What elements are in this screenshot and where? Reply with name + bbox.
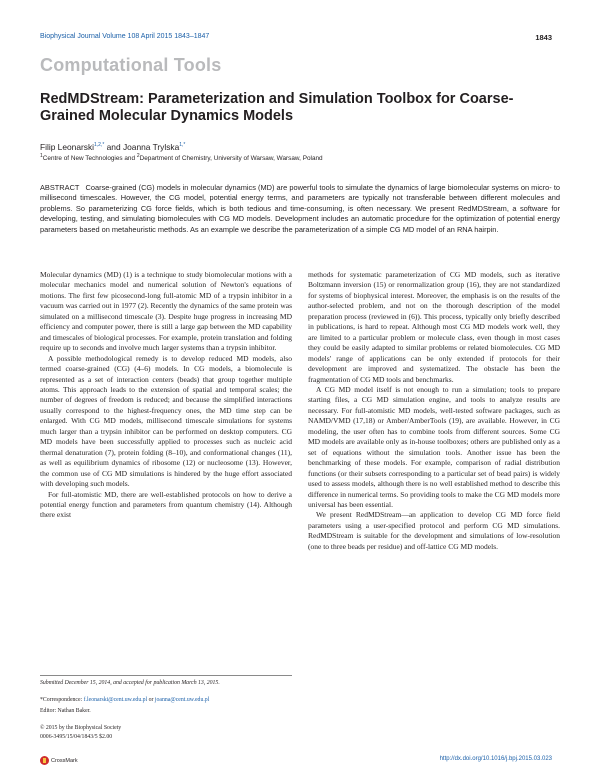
affiliation-mark: 2 — [136, 152, 140, 159]
paragraph: For full-atomistic MD, there are well-established protocols on how to derive a potential energy function and parameters from quantum chemistry (14). Although there exist — [40, 489, 292, 520]
paragraph: Molecular dynamics (MD) (1) is a technique to study biomolecular motions with a molecular mechanics model and numerical solution of Newton's equations of motions. The first few picosecond-long full-atomic MD of a trypsin inhibitor in a vacuum was carried out in 1977 (2). Recently the dynamics of the same protein was simulated on a millisecond timescale (3). Despite huge progress in increasing MD efficiency and computer power, there is still a large gap between the MD capability and timescales of biological processes. For example, protein translation and folding require up to seconds and involve much larger systems than a trypsin inhibitor. — [40, 270, 292, 353]
page-number: 1843 — [535, 33, 552, 42]
author-list — [40, 142, 185, 152]
paragraph: We present RedMDStream—an application to develop CG MD force field parameters using a user-specified protocol and perform CG MD simulations. RedMDStream is suitable for the development and simulations of low-resolution (one to three beads per residue) and off-lattice CG MD models. — [308, 510, 560, 551]
affiliation-mark: 1 — [40, 152, 43, 159]
article-title: RedMDStream: Parameterization and Simulation Toolbox for Coarse-Grained Molecular Dynamics Models — [40, 91, 514, 124]
email-link[interactable]: joanna@cent.uw.edu.pl — [154, 697, 210, 703]
paragraph: methods for systematic parameterization of CG MD models, such as iterative Boltzmann inversion (15) or renormalization group (16), they are not standardized for systems of biophysical interest. Moreover, the emphasis is on the results of the author-selected problem, and not on the thorough description of the model preparation process (reviewed in (6)). This process, typically only briefly described in publications, is hard to repeat. Although most CG MD models work well, they are limited to a particular problem or molecule class, even though in most cases they could be easily adapted to similar problems or related biomolecules. CG MD models' range of applications can be only extended if protocols for their development are improved and systematized. The obstacle has been the fragmentation of CG MD tools and benchmarks. — [308, 270, 560, 384]
section-label: Computational Tools — [40, 55, 222, 75]
body-column-right — [308, 270, 560, 552]
doi-link[interactable]: http://dx.doi.org/10.1016/j.bpj.2015.03.023 — [439, 756, 552, 762]
email-link[interactable]: f.leonarski@cent.uw.edu.pl — [83, 697, 148, 703]
submission-dates: Submitted December 15, 2014, and accepted for publication March 13, 2015. — [40, 680, 220, 686]
affiliations — [40, 152, 323, 162]
abstract-text: Coarse-grained (CG) models in molecular dynamics (MD) are powerful tools to simulate the dynamics of large biomolecular systems on micro- to millisecond timescales. However, the CG model, potential energy terms, and parameters are typically not transferable between different molecules and problems. So parameterizing CG force fields, which is both tedious and time-consuming, is often necessary. We present RedMDStream, a software for developing, testing, and simulating biomolecules with CG MD models. Development includes an automatic procedure for the optimization of potential energy parameters based on metaheuristic methods. As an example we describe the parameterization of a simple CG MD model of an RNA hairpin. — [40, 183, 560, 234]
editor-note: Editor: Nathan Baker. — [40, 708, 91, 714]
journal-header: Biophysical Journal Volume 108 April 2015 1843–1847 — [40, 33, 210, 40]
author-affiliation-mark[interactable]: 1,* — [179, 142, 186, 149]
footnote-divider — [40, 675, 292, 676]
crossmark-badge[interactable] — [40, 756, 78, 765]
abstract — [40, 183, 560, 235]
correspondence — [40, 697, 292, 705]
correspondence-label: *Correspondence: — [40, 697, 84, 703]
author-separator: and — [104, 142, 123, 152]
body-column-left — [40, 270, 292, 521]
affiliation-text: Department of Chemistry, University of Warsaw, Warsaw, Poland — [139, 155, 323, 162]
author-affiliation-mark[interactable]: 1,2,* — [94, 142, 105, 149]
paragraph: A possible methodological remedy is to develop reduced MD models, also termed coarse-grained (CG) (4–6) models. In CG models, a biomolecule is represented as a set of interaction centers (beads) that group together multiple atoms. This approach leads to the extension of spatial and temporal scales; the number of degrees of freedom is reduced; and because the simplified interactions usually correspond to the highest-frequency ones, the MD time step can be enlarged. With CG MD models, millisecond timescale simulations for systems much larger than a trypsin inhibitor can be performed on desktop computers. CG MD models have been successfully applied to processes such as nucleic acid thermal denaturation (7), protein folding (8–10), and conformational changes (11), as well as equilibrium dynamics of ribosome (12) or nucleosome (13). However, the common use of CG MD simulations is hindered by the huge effort associated with developing such models. — [40, 353, 292, 489]
paragraph: A CG MD model itself is not enough to run a simulation; tools to prepare starting files, a CG MD simulation engine, and tools to analyze results are necessary. For full-atomistic MD models, well-tested software packages, such as NAMD/VMD (17,18) or Amber/AmberTools (19), are available. However, in CG modeling, the user often has to combine tools from different sources. Some CG MD models are available only as in-house toolboxes; others are published only as a set of equations without the simulation tools. Another issue has been the benchmarking of these models. For example, comparison of radial distribution functions (or their subsets corresponding to a particular set of bead pairs) is widely used to assess models, although there is no well established method to describe this difference in numerical terms. So providing tools to make the CG MD models more universal has been essential. — [308, 384, 560, 509]
crossmark-icon — [40, 756, 49, 765]
copyright: © 2015 by the Biophysical Society — [40, 725, 122, 731]
abstract-label: ABSTRACT — [40, 183, 80, 192]
issn-price: 0006-3495/15/04/1843/5 $2.00 — [40, 734, 113, 740]
correspondence-separator: or — [147, 697, 155, 703]
author-name: Joanna Trylska — [122, 142, 180, 152]
affiliation-text: Centre of New Technologies and — [42, 155, 137, 162]
crossmark-label: CrossMark — [51, 757, 78, 764]
author-name: Filip Leonarski — [40, 142, 94, 152]
